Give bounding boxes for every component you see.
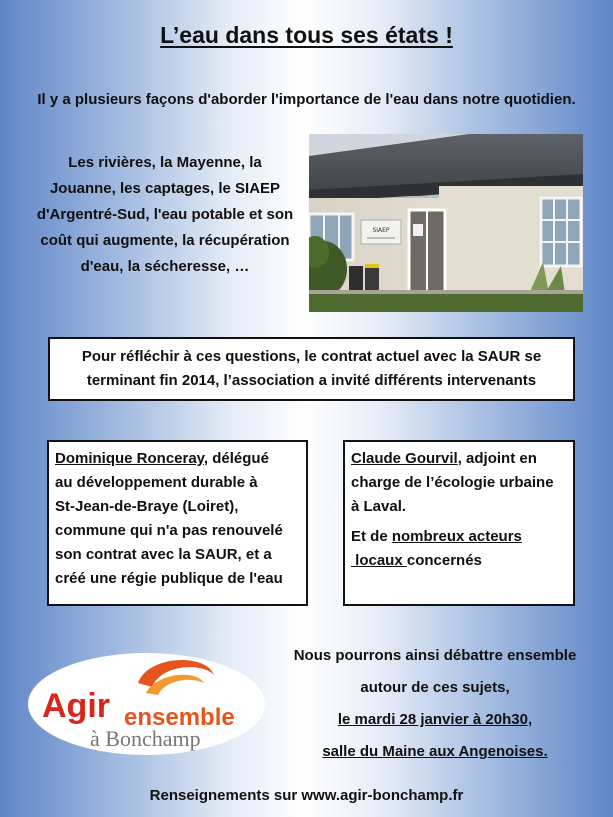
speaker-line: commune qui n'a pas renouvelé	[55, 522, 283, 539]
speaker-box-ronceray	[47, 440, 308, 606]
speaker-line: son contrat avec la SAUR, et a	[55, 546, 272, 563]
logo-word-ensemble: ensemble	[124, 704, 235, 731]
others-highlight: locaux	[351, 552, 407, 569]
others-prefix: Et de	[351, 528, 392, 545]
speaker-line	[55, 447, 300, 471]
speaker-name: Dominique Ronceray	[55, 450, 204, 467]
debate-announcement	[270, 640, 600, 768]
debate-line: Nous pourrons ainsi débattre ensemble	[293, 647, 577, 664]
intro-text: Il y a plusieurs façons d'aborder l'importance de l'eau dans notre quotidien.	[37, 91, 576, 108]
logo-graphic	[28, 653, 265, 755]
event-location: salle du Maine aux Angenoises.	[322, 743, 548, 760]
speaker-line: au développement durable à	[55, 474, 258, 491]
context-line: Pour réfléchir à ces questions, le contrat actuel avec la SAUR se	[81, 348, 542, 365]
speaker-line: à Laval.	[351, 498, 407, 515]
context-line: terminant fin 2014, l’association a invité différents intervenants	[86, 372, 537, 389]
building-illustration	[309, 134, 583, 312]
debate-line: autour de ces sujets,	[360, 679, 510, 696]
speaker-line: charge de l’écologie urbaine	[351, 474, 554, 491]
others-suffix: concernés	[406, 552, 482, 569]
context-box	[48, 337, 575, 401]
others-line	[351, 525, 567, 549]
speaker-name: Claude Gourvil	[351, 450, 458, 467]
agir-ensemble-logo	[28, 653, 265, 755]
others-line	[351, 549, 567, 573]
speaker-role: , délégué	[203, 450, 269, 467]
topics-line: d'eau, la sécheresse, …	[80, 258, 250, 275]
topics-line: Les rivières, la Mayenne, la	[68, 154, 262, 171]
topics-text	[34, 150, 296, 280]
logo-word-bonchamp: à Bonchamp	[90, 726, 201, 751]
siaep-building-photo	[309, 134, 583, 312]
topics-line: Jouanne, les captages, le SIAEP	[49, 180, 281, 197]
siaep-sign: SIAEP	[372, 227, 390, 234]
event-date: le mardi 28 janvier à 20h30,	[337, 711, 533, 728]
speaker-box-gourvil	[343, 440, 575, 606]
others-highlight: nombreux acteurs	[391, 528, 522, 545]
footer-info: Renseignements sur www.agir-bonchamp.fr	[149, 787, 464, 804]
speaker-line: créé une régie publique de l'eau	[55, 570, 283, 587]
speaker-line	[351, 447, 567, 471]
poster-title: L’eau dans tous ses états !	[160, 22, 453, 48]
speaker-line: St-Jean-de-Braye (Loiret),	[55, 498, 239, 515]
logo-word-agir: Agir	[42, 687, 110, 725]
speaker-role: , adjoint en	[457, 450, 537, 467]
topics-line: d'Argentré-Sud, l'eau potable et son	[36, 206, 294, 223]
topics-line: coût qui augmente, la récupération	[40, 232, 290, 249]
